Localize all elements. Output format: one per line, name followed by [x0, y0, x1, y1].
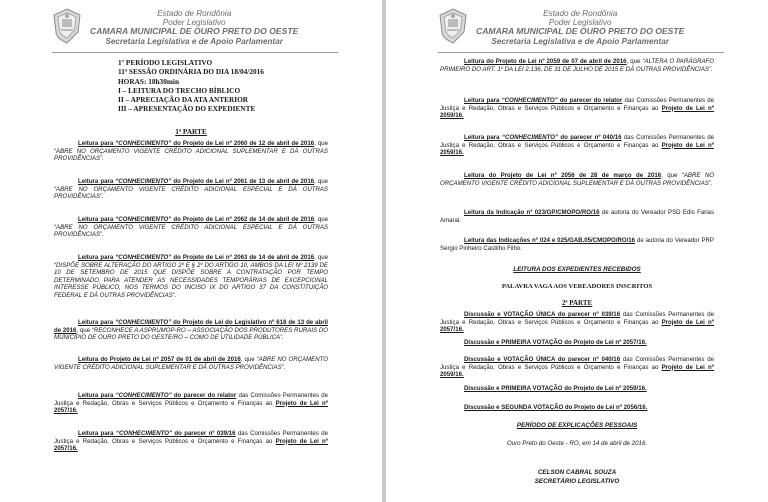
state-name: Estado de Rondônia [157, 9, 232, 18]
power-name: Poder Legislativo [548, 18, 612, 28]
agenda-paragraph: Discussão e SEGUNDA VOTAÇÃO do Projeto de Lei nº 2056/16. [464, 404, 648, 411]
agenda-paragraph: Leitura para “CONHECIMENTO” do Projeto de Lei nº 2062 de 14 de abril de 2016, que “ABRE NO ORÇAMENTO VIGENTE CRÉDITO ADICIONAL ESPECIAL E DÁ OUTRAS PROVIDÊNCIAS”. [54, 216, 328, 239]
department-name: Secretaria Legislativa e de Apoio Parlamentar [491, 36, 669, 46]
state-name: Estado de Rondônia [543, 9, 618, 18]
agenda-paragraph: Discussão e PRIMEIRA VOTAÇÃO do Projeto de Lei nº 2059/16. [464, 385, 647, 392]
part-1-title: 1ª PARTE [175, 127, 207, 136]
legislative-period: 1º PERÍODO LEGISLATIVO [118, 58, 213, 67]
agenda-paragraph: Leitura do Projeto de Lei nº 2059 de 07 de abril de 2016, que “ALTERA O PARÁGRAFO PRIMEIRO DO ART. 1º DA LEI 2.136, DE 31 DE JULHO DE 2015 E DÁ OUTRAS PROVIDÊNCIAS”. [440, 58, 715, 73]
signer-name: CELSON CABRAL SOUZA [537, 469, 617, 476]
agenda-paragraph: Leitura para “CONHECIMENTO” do Projeto de Lei do Legislativo nº 618 de 13 de abril de 2016, que “RECONHECE A ASPRUMOP-RO – ASSOCIAÇÃO DOS PRODUTORES RURAIS DO MUNICÍPIO DE OURO PRETO DO OESTE/RO – COMO DE UTILIDADE PÚBLICA”. [54, 319, 328, 342]
agenda-paragraph: Leitura para “CONHECIMENTO” do Projeto de Lei nº 2061 de 13 de abril de 2016, que “ABRE NO ORÇAMENTO VIGENTE CRÉDITO ADICIONAL ESPECIAL E DÁ OUTRAS PROVIDÊNCIAS”. [54, 178, 328, 201]
agenda-item-1: I – LEITURA DO TRECHO BÍBLICO [118, 85, 241, 95]
letterhead-rule [438, 52, 724, 53]
agenda-paragraph: Discussão e VOTAÇÃO ÚNICA do parecer nº 039/16 das Comissões Permanentes de Justiça e Redação, Obras e Serviços Públicos e Orçamento e Finanças ao Projeto de Lei nº 2057/16. [440, 311, 714, 334]
agenda-paragraph: Leitura do Projeto de Lei nº 2056 de 28 de março de 2016, que “ABRE NO ORÇAMENTO VIGENTE CRÉDITO ADICIONAL SUPLEMENTAR E DÁ OUTRAS PROVIDÊNCIAS”. [440, 172, 715, 187]
personal-explanations-heading: PERÍODO DE EXPLICAÇÕES PESSOAIS [516, 422, 638, 429]
agenda-paragraph: Leitura do Projeto de Lei nº 2057 de 01 de abril de 2016, que “ABRE NO ORÇAMENTO VIGENTE CRÉDITO ADICIONAL SUPLEMENTAR E DÁ OUTRAS PROVIDÊNCIAS”. [54, 356, 329, 371]
agenda-paragraph: Leitura para “CONHECIMENTO” do Projeto de Lei nº 2063 de 14 de abril de 2016, que “DISPÕE SOBRE ALTERAÇÃO DO ARTIGO 2º E § 2º DO ARTIGO 10, AMBOS DA LEI Nº 2139 DE 10 DE SETEMBRO DE 2015 QUE DISPÕE SOBRE A CONTRATAÇÃO POR TEMPO DETERMINADO PARA ATENDER AS NECESSIDADES TEMPORÁRIAS DE EXCEPCIONAL INTERESSE PÚBLICO, NOS TERMOS DO INCISO IX DO ARTIGO 37 DA CONSTITUIÇÃO FEDERAL E DÁ OUTRAS PROVIDÊNCIAS”. [54, 254, 328, 299]
power-name: Poder Legislativo [162, 18, 226, 28]
agenda-paragraph: Leitura das Indicações nº 024 e 025/GAB.05/CMOPO/RO/16 de autoria do Vereador PRP Sergio Pinheiro Castilho Filho. [440, 237, 714, 252]
agenda-item-3: III – APRESENTAÇÃO DO EXPEDIENTE [118, 104, 256, 114]
letterhead-text [476, 9, 684, 46]
document-page-1 [0, 0, 382, 502]
signer-title: SECRETÁRIO LEGISLATIVO [534, 478, 620, 485]
letterhead-text [90, 9, 298, 46]
agenda-paragraph: Leitura para “CONHECIMENTO” do Projeto de Lei nº 2060 de 12 de abril de 2016, que “ABRE NO ORÇAMENTO VIGENTE CRÉDITO ADICIONAL SUPLEMENTAR E DÁ OUTRAS PROVIDÊNCIAS”. [54, 140, 328, 163]
received-documents-heading: LEITURA DOS EXPEDIENTES RECEBIDOS [513, 266, 641, 273]
open-floor-heading: PALAVRA VAGA AOS VEREADORES INSCRITOS [501, 283, 653, 290]
date-place: Ouro Preto do Oeste - RO, em 14 de abril de 2016. [506, 440, 648, 447]
session-title: 11ª SESSÃO ORDINÁRIA DO DIA 18/04/2016 [118, 67, 264, 77]
agenda-paragraph: Leitura para “CONHECIMENTO” do parecer do relator das Comissões Permanentes de Justiça e Redação, Obras e Serviços Públicos e Orçamento e Finanças ao Projeto de Lei nº 2059/16. [440, 97, 715, 120]
agenda-item-2: II – APRECIAÇÃO DA ATA ANTERIOR [118, 95, 249, 105]
agenda-paragraph: Leitura para “CONHECIMENTO” do parecer nº 040/16 das Comissões Permanentes de Justiça e Redação, Obras e Serviços Públicos e Orçamento e Finanças ao Projeto de Lei nº 2059/16. [440, 134, 714, 157]
part-2-title: 2ª PARTE [561, 299, 593, 307]
chamber-name: CAMARA MUNICIPAL DE OURO PRETO DO OESTE [90, 26, 299, 37]
agenda-paragraph: Leitura da Indicação nº 023/GP/CMOPO/RO/16 de autoria do Vereador PSD Edis Farias Amaral. [440, 209, 714, 224]
document-page-2 [386, 0, 768, 502]
letterhead-rule [52, 52, 338, 53]
session-hours: HORAS: 18h30min [118, 76, 180, 86]
agenda-paragraph: Discussão e VOTAÇÃO ÚNICA do parecer nº 040/16 das Comissões Permanentes de Justiça e Redação, Obras e Serviços Públicos e Orçamento e Finanças ao Projeto de Lei nº 2059/16. [440, 356, 714, 379]
agenda-paragraph: Discussão e PRIMEIRA VOTAÇÃO do Projeto de Lei nº 2057/16. [464, 339, 647, 346]
department-name: Secretaria Legislativa e de Apoio Parlamentar [105, 36, 283, 46]
session-block [118, 58, 264, 114]
agenda-paragraph: Leitura para “CONHECIMENTO” do parecer nº 039/16 das Comissões Permanentes de Justiça e Redação, Obras e Serviços Públicos e Orçamento e Finanças ao Projeto de Lei nº 2057/16. [54, 430, 328, 453]
municipal-seal-icon [438, 8, 468, 44]
chamber-name: CAMARA MUNICIPAL DE OURO PRETO DO OESTE [476, 26, 685, 37]
agenda-paragraph: Leitura para “CONHECIMENTO” do parecer do relator das Comissões Permanentes de Justiça e Redação, Obras e Serviços Públicos e Orçamento e Finanças ao Projeto de Lei nº 2057/16. [54, 392, 329, 415]
municipal-seal-icon [52, 8, 82, 44]
letterhead [0, 8, 382, 48]
letterhead [386, 8, 768, 48]
